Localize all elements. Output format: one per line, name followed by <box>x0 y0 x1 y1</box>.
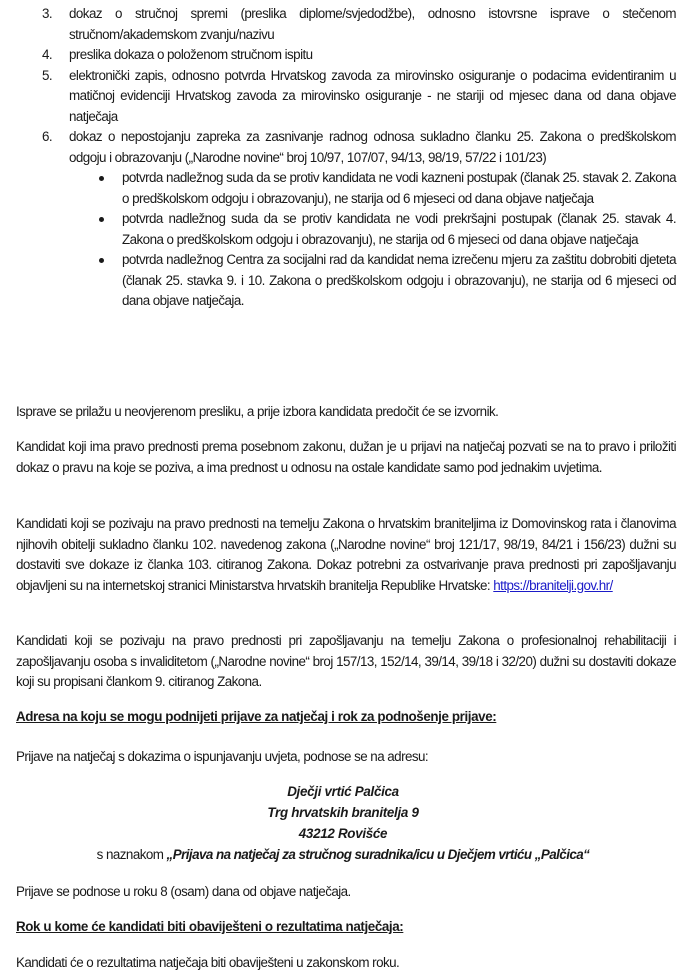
item-text: preslika dokaza o položenom stručnom ispitu <box>69 47 313 62</box>
item-number: 6. <box>42 129 53 144</box>
sub-requirements-list <box>97 168 676 312</box>
item-number: 4. <box>42 47 53 62</box>
rok-podnosenja-paragraph: Prijave se podnose u roku 8 (osam) dana od objave natječaja. <box>16 884 351 899</box>
sub-item-text: potvrda nadležnog suda da se protiv kandidata ne vodi prekršajni postupak (članak 25. stavak 4. Zakona o predškolskom odgoju i obrazovanju), ne starija od 6 mjeseci od dana objave natječaja <box>122 211 676 247</box>
bullet-icon <box>99 176 104 181</box>
adresa-heading: Adresa na koju se mogu podnijeti prijave za natječaj i rok za podnošenje prijave: <box>16 709 497 724</box>
invaliditet-paragraph: Kandidati koji se pozivaju na pravo prednosti pri zapošljavanju na temelju Zakona o profesionalnoj rehabilitaciji i zapošljavanju osoba s invaliditetom („Narodne novine“ broj 157/13, 152/14, 39/14, 39/18 i 32/20) dužni su dostaviti dokaze koji su propisani člankom 9. citiranog Zakona. <box>16 633 676 689</box>
branitelji-paragraph <box>16 514 676 596</box>
sub-requirement-item <box>97 250 676 312</box>
address-line-name: Dječji vrtić Palčica <box>287 784 399 799</box>
requirement-item-3 <box>42 4 676 45</box>
sub-item-text: potvrda nadležnog Centra za socijalni rad da kandidat nema izrečenu mjeru za zaštitu dobrobiti djeteta (članak 25. stavka 9. i 10. Zakona o predškolskom odgoju i obrazovanju), ne starija od 6 mjeseci od dana objave natječaja. <box>122 252 676 308</box>
requirement-item-5 <box>42 66 676 128</box>
item-text: dokaz o stručnoj spremi (preslika diplome/svjedodžbe), odnosno istovrsne isprave o stečenom stručnom/akademskom zvanju/nazivu <box>69 6 676 42</box>
sub-requirement-item <box>97 209 676 250</box>
prednost-paragraph: Kandidat koji ima pravo prednosti prema posebnom zakonu, dužan je u prijavi na natječaj pozvati se na to pravo i priložiti dokaz o pravu na koje se poziva, a ima prednost u odnosu na ostale kandidate samo pod jednakim uvjetima. <box>16 439 676 475</box>
requirements-list <box>42 4 676 312</box>
naznaka-text: „Prijava na natječaj za stručnog suradnika/icu u Dječjem vrtiću „Palčica“ <box>166 847 590 862</box>
adresa-intro: Prijave na natječaj s dokazima o ispunjavanju uvjeta, podnose se na adresu: <box>16 749 429 764</box>
branitelji-link[interactable]: https://branitelji.gov.hr/ <box>493 577 613 593</box>
naznaka-line <box>0 845 686 866</box>
item-text: dokaz o nepostojanju zapreka za zasnivanje radnog odnosa sukladno članku 25. Zakona o predškolskom odgoju i obrazovanju („Narodne novine“ broj 10/97, 107/07, 94/13, 98/19, 57/22 i 101/23) <box>69 129 676 165</box>
rezultati-paragraph: Kandidati će o rezultatima natječaja biti obaviješteni u zakonskom roku. <box>16 955 400 970</box>
bullet-icon <box>99 258 104 263</box>
rezultati-heading: Rok u kome će kandidati biti obaviješteni o rezultatima natječaja: <box>16 919 404 934</box>
requirement-item-4 <box>42 45 676 66</box>
isprave-paragraph: Isprave se prilažu u neovjerenom presliku, a prije izbora kandidata predočit će se izvornik. <box>16 404 499 419</box>
address-line-street: Trg hrvatskih branitelja 9 <box>267 805 419 820</box>
sub-requirement-item <box>97 168 676 209</box>
sub-item-text: potvrda nadležnog suda da se protiv kandidata ne vodi kazneni postupak (članak 25. stavak 2. Zakona o predškolskom odgoju i obrazovanju), ne starija od 6 mjeseci od dana objave natječaja <box>122 170 676 206</box>
address-line-city: 43212 Rovišće <box>298 826 388 841</box>
requirement-item-6 <box>42 127 676 312</box>
bullet-icon <box>99 217 104 222</box>
item-text: elektronički zapis, odnosno potvrda Hrvatskog zavoda za mirovinsko osiguranje o podacima evidentiranim u matičnoj evidenciji Hrvatskog zavoda za mirovinsko osiguranje - ne stariji od mjesec dana od dana objave natječaja <box>69 67 676 124</box>
item-number: 5. <box>42 67 53 83</box>
naznaka-prefix: s naznakom <box>96 847 167 862</box>
branitelji-text: Kandidati koji se pozivaju na pravo prednosti na temelju Zakona o hrvatskim braniteljima iz Domovinskog rata i članovima njihovih obitelji sukladno članku 102. navedenog zakona („Narodne novine“ broj 121/17, 98/19, 84/21 i 156/23) dužni su dostaviti sve dokaze iz članka 103. citiranog Zakona. Dokaz potrebni za ostvarivanje prava prednosti pri zapošljavanju objavljeni su na internetskoj stranici Ministarstva hrvatskih branitelja Republike Hrvatske: <box>16 516 676 593</box>
item-number: 3. <box>42 6 53 21</box>
